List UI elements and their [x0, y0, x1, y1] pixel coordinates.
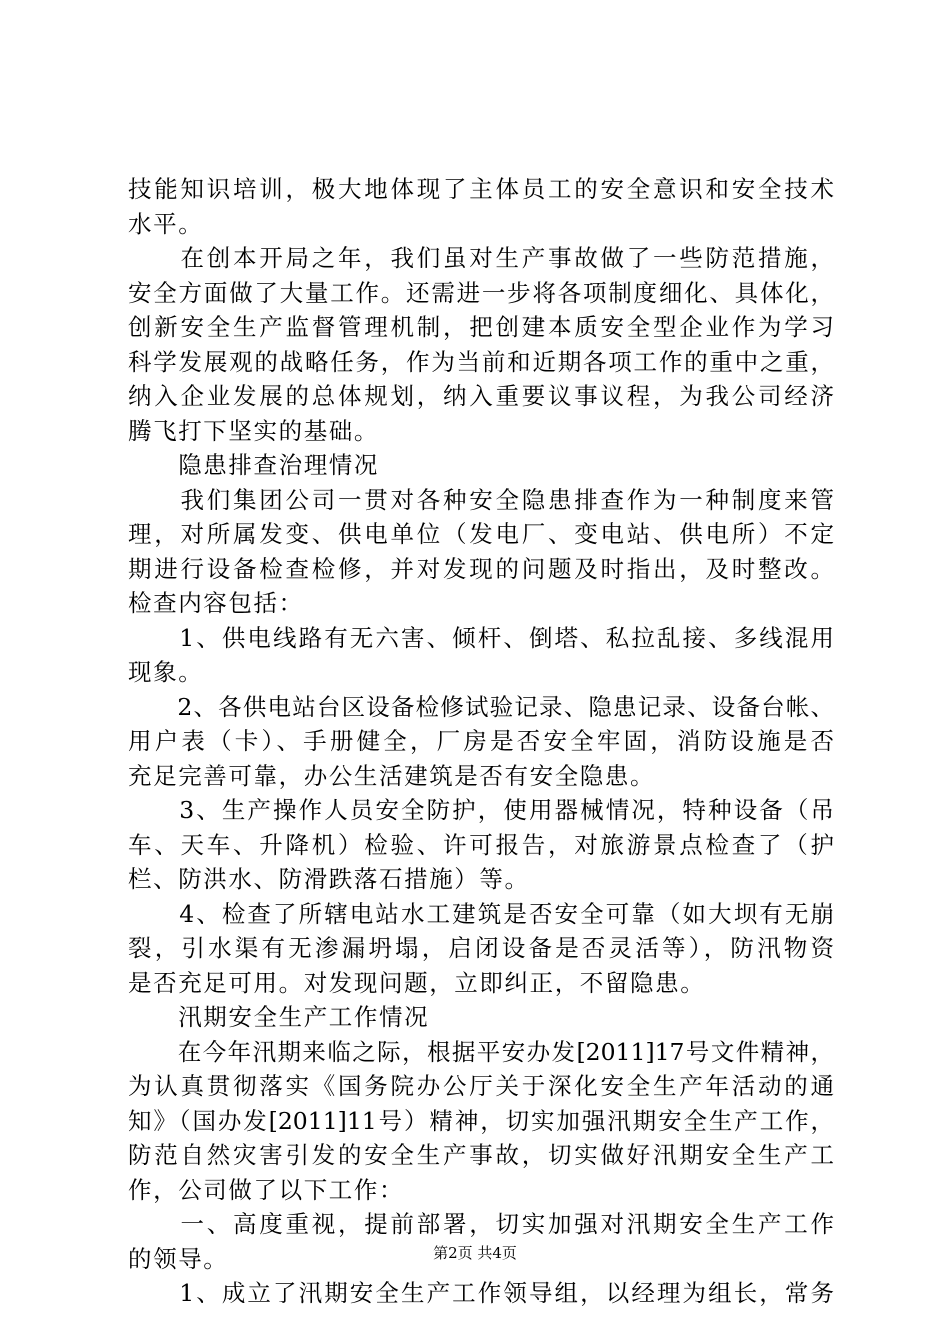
text-line: 纳入企业发展的总体规划，纳入重要议事议程，为我公司经济: [128, 382, 834, 410]
text-line: 科学发展观的战略任务，作为当前和近期各项工作的重中之重，: [128, 347, 834, 376]
text-line: 防范自然灾害引发的安全生产事故，切实做好汛期安全生产工: [128, 1141, 834, 1169]
text-line: 是否充足可用。对发现问题，立即纠正，不留隐患。: [128, 968, 706, 997]
text-line: 栏、防洪水、防滑跌落石措施）等。: [128, 865, 530, 893]
text-line: 充足完善可靠，办公生活建筑是否有安全隐患。: [128, 761, 656, 790]
text-line: 期进行设备检查检修，并对发现的问题及时指出，及时整改。: [128, 554, 834, 583]
text-line: 的领导。: [128, 1244, 229, 1273]
text-line: 腾飞打下坚实的基础。: [128, 416, 379, 445]
text-line: 车、天车、升降机）检验、许可报告，对旅游景点检查了（护: [128, 830, 834, 859]
text-line: 用户表（卡）、手册健全，厂房是否安全牢固，消防设施是否: [128, 727, 834, 755]
text-line: 2、各供电站台区设备检修试验记录、隐患记录、设备台帐、: [128, 692, 834, 721]
section-heading: 汛期安全生产工作情况: [128, 1003, 430, 1031]
text-line: 在今年汛期来临之际，根据平安办发[2011]17号文件精神，: [128, 1037, 834, 1066]
section-heading: 隐患排查治理情况: [128, 451, 379, 479]
text-line: 技能知识培训，极大地体现了主体员工的安全意识和安全技术: [128, 175, 834, 203]
text-line: 安全方面做了大量工作。还需进一步将各项制度细化、具体化，: [128, 278, 834, 307]
text-line: 水平。: [128, 209, 204, 238]
text-line: 裂，引水渠有无渗漏坍塌，启闭设备是否灵活等），防汛物资: [128, 934, 834, 962]
text-line: 1、成立了汛期安全生产工作领导组，以经理为组长，常务: [128, 1279, 834, 1307]
body-text: [128, 172, 834, 1311]
text-line: 知》（国办发[2011]11号）精神，切实加强汛期安全生产工作，: [128, 1106, 834, 1135]
text-line: 创新安全生产监督管理机制，把创建本质安全型企业作为学习: [128, 313, 834, 341]
text-line: 1、供电线路有无六害、倾杆、倒塔、私拉乱接、多线混用: [128, 623, 834, 652]
text-line: 一、高度重视，提前部署，切实加强对汛期安全生产工作: [128, 1210, 834, 1238]
text-line: 我们集团公司一贯对各种安全隐患排查作为一种制度来管: [128, 485, 834, 514]
text-line: 检查内容包括：: [128, 589, 304, 617]
text-line: 现象。: [128, 658, 204, 686]
text-line: 作，公司做了以下工作：: [128, 1175, 405, 1204]
page-number-footer: 第2页 共4页: [433, 1244, 517, 1262]
text-line: 在创本开局之年，我们虽对生产事故做了一些防范措施，: [128, 244, 834, 272]
text-line: 为认真贯彻落实《国务院办公厅关于深化安全生产年活动的通: [128, 1072, 834, 1100]
text-line: 4、检查了所辖电站水工建筑是否安全可靠（如大坝有无崩: [128, 899, 834, 928]
text-line: 理，对所属发变、供电单位（发电厂、变电站、供电所）不定: [128, 520, 834, 548]
text-line: 3、生产操作人员安全防护，使用器械情况，特种设备（吊: [128, 796, 834, 824]
